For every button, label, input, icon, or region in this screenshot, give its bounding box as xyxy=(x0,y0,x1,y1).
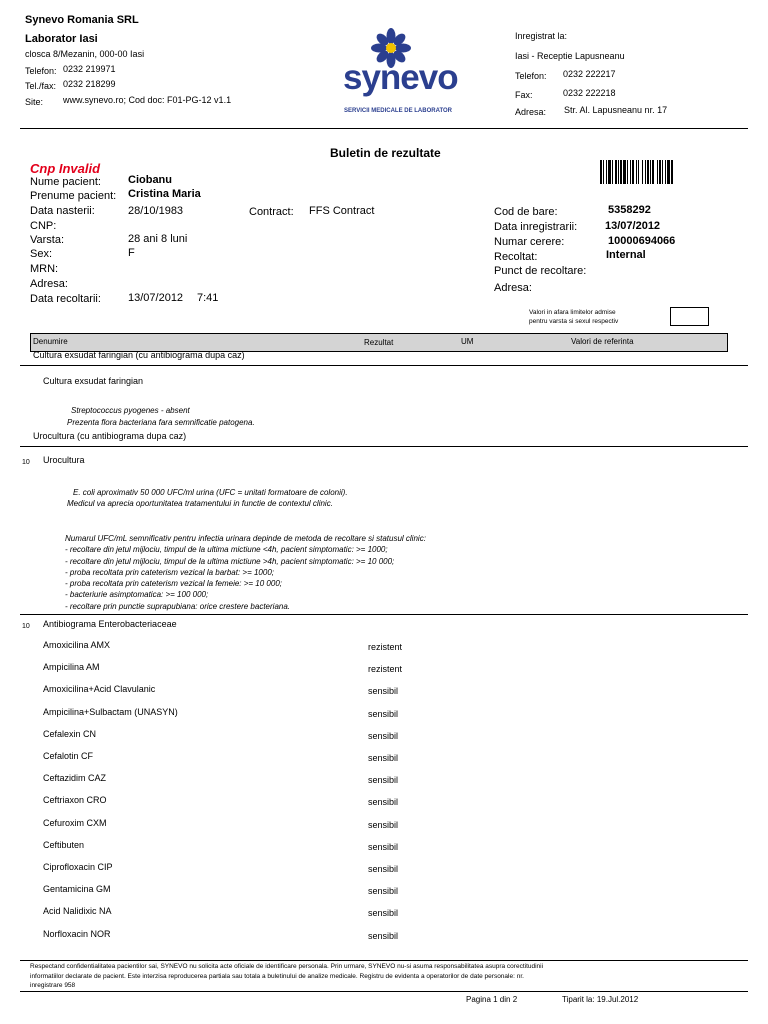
footer-divider xyxy=(20,960,748,961)
sample-address-label: Adresa: xyxy=(494,282,532,294)
sex: F xyxy=(128,247,135,259)
age-label: Varsta: xyxy=(30,234,65,246)
culture2-notes xyxy=(65,533,426,612)
logo-tagline: SERVICII MEDICALE DE LABORATOR xyxy=(344,108,453,114)
antibiotic-result: rezistent xyxy=(368,642,403,652)
collected-label: Recoltat: xyxy=(494,251,538,263)
antibiotic-result: sensibil xyxy=(368,931,399,941)
culture2-line2: Medicul va aprecia oportunitatea tratamentului in functie de contextul clinic. xyxy=(67,499,333,508)
lab-fax-label: Tel./fax: xyxy=(25,81,57,91)
culture2-divider xyxy=(20,446,748,447)
lab-name: Laborator Iasi xyxy=(25,33,98,45)
barcode-image xyxy=(598,160,708,184)
antibiotic-result: sensibil xyxy=(368,686,399,696)
antibiotic-result: sensibil xyxy=(368,731,399,741)
antibiotic-name: Gentamicina GM xyxy=(43,884,111,894)
dob-label: Data nasterii: xyxy=(30,205,95,217)
print-date: Tiparit la: 19.Jul.2012 xyxy=(562,995,639,1004)
lab-address: closca 8/Mezanin, 000-00 Iasi xyxy=(25,49,145,59)
antibiotic-name: Norfloxacin NOR xyxy=(43,929,111,939)
antibiotic-result: rezistent xyxy=(368,664,403,674)
culture2-title: Urocultura (cu antibiograma dupa caz) xyxy=(33,431,187,441)
antibiotic-name: Ceftriaxon CRO xyxy=(43,795,107,805)
collection-time: 7:41 xyxy=(197,292,219,304)
request-label: Numar cerere: xyxy=(494,236,565,248)
antibiotic-result: sensibil xyxy=(368,775,399,785)
footer-bottom-divider xyxy=(20,991,748,992)
antibiotic-name: Acid Nalidixic NA xyxy=(43,906,112,916)
culture2-sub: Urocultura xyxy=(43,455,85,465)
patient-address-label: Adresa: xyxy=(30,278,68,290)
disclaimer-line-1: Respectand confidentialitatea pacientilor sai, SYNEVO nu solicita acte oficiale de identificare personala. Prin urmare, SYNEVO nu-si asuma responsabilitatea asupra corectitudinii xyxy=(30,963,544,970)
reg-date-label: Data inregistrarii: xyxy=(494,221,578,233)
culture1-title: Cultura exsudat faringian (cu antibiograma dupa caz) xyxy=(33,350,245,360)
contract: FFS Contract xyxy=(309,205,375,217)
culture1-sub: Cultura exsudat faringian xyxy=(43,376,144,386)
collection-label: Data recoltarii: xyxy=(30,293,101,305)
note-line: - bacteriurie asimptomatica: >= 100 000; xyxy=(65,590,209,600)
registered-title: Inregistrat la: xyxy=(515,31,568,41)
antibiotic-name: Ceftibuten xyxy=(43,840,85,850)
logo-text: synevo xyxy=(343,58,458,97)
cnp-label: CNP: xyxy=(30,220,57,232)
antibiotic-result: sensibil xyxy=(368,864,399,874)
antibiotic-name: Cefalotin CF xyxy=(43,751,94,761)
collected-value: Internal xyxy=(606,249,646,261)
antibiotic-name: Ciprofloxacin CIP xyxy=(43,862,113,872)
registered-address-label: Adresa: xyxy=(515,107,547,117)
culture1-divider xyxy=(20,365,748,366)
lab-company: Synevo Romania SRL xyxy=(25,14,139,26)
col-ref: Valori de referinta xyxy=(571,337,634,346)
culture2-line1: E. coli aproximativ 50 000 UFC/ml urina (UFC = unitati formatoare de colonii). xyxy=(73,488,348,497)
antibiogram-num: 10 xyxy=(22,623,30,630)
culture2-num: 10 xyxy=(22,459,30,466)
lab-phone-label: Telefon: xyxy=(25,66,57,76)
dob: 28/10/1983 xyxy=(128,205,184,217)
lab-fax: 0232 218299 xyxy=(63,79,116,89)
culture2-end-divider xyxy=(20,614,748,615)
surname: Ciobanu xyxy=(128,174,172,186)
mrn-label: MRN: xyxy=(30,263,59,275)
antibiotic-result: sensibil xyxy=(368,886,399,896)
antibiotic-result: sensibil xyxy=(368,820,399,830)
barcode-value: 5358292 xyxy=(608,204,651,216)
barcode-label: Cod de bare: xyxy=(494,206,558,218)
antibiotic-name: Ampicilina+Sulbactam (UNASYN) xyxy=(43,707,178,717)
antibiotic-result: sensibil xyxy=(368,753,399,763)
antibiotic-name: Cefuroxim CXM xyxy=(43,818,107,828)
legend-line-1: Valori in afara limitelor admise xyxy=(529,309,616,316)
header-divider xyxy=(20,128,748,129)
culture1-line2: Prezenta flora bacteriana fara semnificatie patogena. xyxy=(67,418,255,427)
footer-disclaimer xyxy=(30,962,543,991)
note-line: - proba recoltata prin cateterism vezical la barbat: >= 1000; xyxy=(65,567,274,577)
note-line: - proba recoltata prin cateterism vezical la femeie: >= 10 000; xyxy=(65,579,282,589)
page-number: Pagina 1 din 2 xyxy=(466,995,518,1004)
registered-phone-label: Telefon: xyxy=(515,71,547,81)
request-number: 10000694066 xyxy=(608,235,676,247)
note-line: - recoltare prin punctie suprapubiana: orice crestere bacteriana. xyxy=(65,601,291,611)
legend-line-2: pentru varsta si sexul respectiv xyxy=(529,318,619,325)
note-line: - recoltare din jetul mijlociu, timpul de la ultima mictiune >4h, pacient simptomatic: >= 10 000; xyxy=(65,556,395,566)
report-title: Buletin de rezultate xyxy=(330,146,441,160)
antibiotic-result: sensibil xyxy=(368,709,399,719)
note-line: - recoltare din jetul mijlociu, timpul de la ultima mictiune <4h, pacient simptomatic: >= 1000; xyxy=(65,545,388,555)
surname-label: Nume pacient: xyxy=(30,176,101,188)
antibiotic-name: Ampicilina AM xyxy=(43,662,100,672)
antibiotic-name: Cefalexin CN xyxy=(43,729,97,739)
sex-label: Sex: xyxy=(30,248,53,260)
cnp-status: Cnp Invalid xyxy=(30,161,101,176)
antibiogram-title: Antibiograma Enterobacteriaceae xyxy=(43,619,177,629)
contract-label: Contract: xyxy=(249,206,294,218)
legend-text xyxy=(529,308,618,326)
registered-address: Str. Al. Lapusneanu nr. 17 xyxy=(564,105,668,115)
registered-phone: 0232 222217 xyxy=(563,69,616,79)
antibiotic-name: Amoxicilina AMX xyxy=(43,640,111,650)
note-line: Numarul UFC/mL semnificativ pentru infectia urinara depinde de metoda de recoltare si statusul clinic: xyxy=(65,534,426,543)
age: 28 ani 8 luni xyxy=(128,233,188,245)
registered-fax: 0232 222218 xyxy=(563,88,616,98)
firstname: Cristina Maria xyxy=(128,188,201,200)
lab-site: www.synevo.ro; Cod doc: F01-PG-12 v1.1 xyxy=(63,95,232,105)
col-name: Denumire xyxy=(33,337,68,346)
antibiotic-result: sensibil xyxy=(368,797,399,807)
col-result: Rezultat xyxy=(364,338,394,347)
legend-box xyxy=(670,307,709,326)
point-label: Punct de recoltare: xyxy=(494,265,587,277)
col-um: UM xyxy=(461,337,474,346)
firstname-label: Prenume pacient: xyxy=(30,190,117,202)
collection-date: 13/07/2012 xyxy=(128,292,184,304)
disclaimer-line-2: informatiilor declarate de pacient. Este interzisa reproducerea partiala sau totala a buletinului de analize medicale. Registru de evidenta a operatorilor de date personale: nr. xyxy=(30,972,524,980)
lab-site-label: Site: xyxy=(25,97,44,107)
antibiotic-result: sensibil xyxy=(368,908,399,918)
antibiotic-name: Ceftazidim CAZ xyxy=(43,773,107,783)
culture1-line1: Streptococcus pyogenes - absent xyxy=(71,406,190,415)
antibiotic-name: Amoxicilina+Acid Clavulanic xyxy=(43,684,156,694)
registered-place: Iasi - Receptie Lapusneanu xyxy=(515,51,625,61)
antibiotic-result: sensibil xyxy=(368,842,399,852)
disclaimer-line-3: inregistrare 958 xyxy=(30,982,76,989)
reg-date: 13/07/2012 xyxy=(605,220,661,232)
lab-phone: 0232 219971 xyxy=(63,64,116,74)
registered-fax-label: Fax: xyxy=(515,90,533,100)
